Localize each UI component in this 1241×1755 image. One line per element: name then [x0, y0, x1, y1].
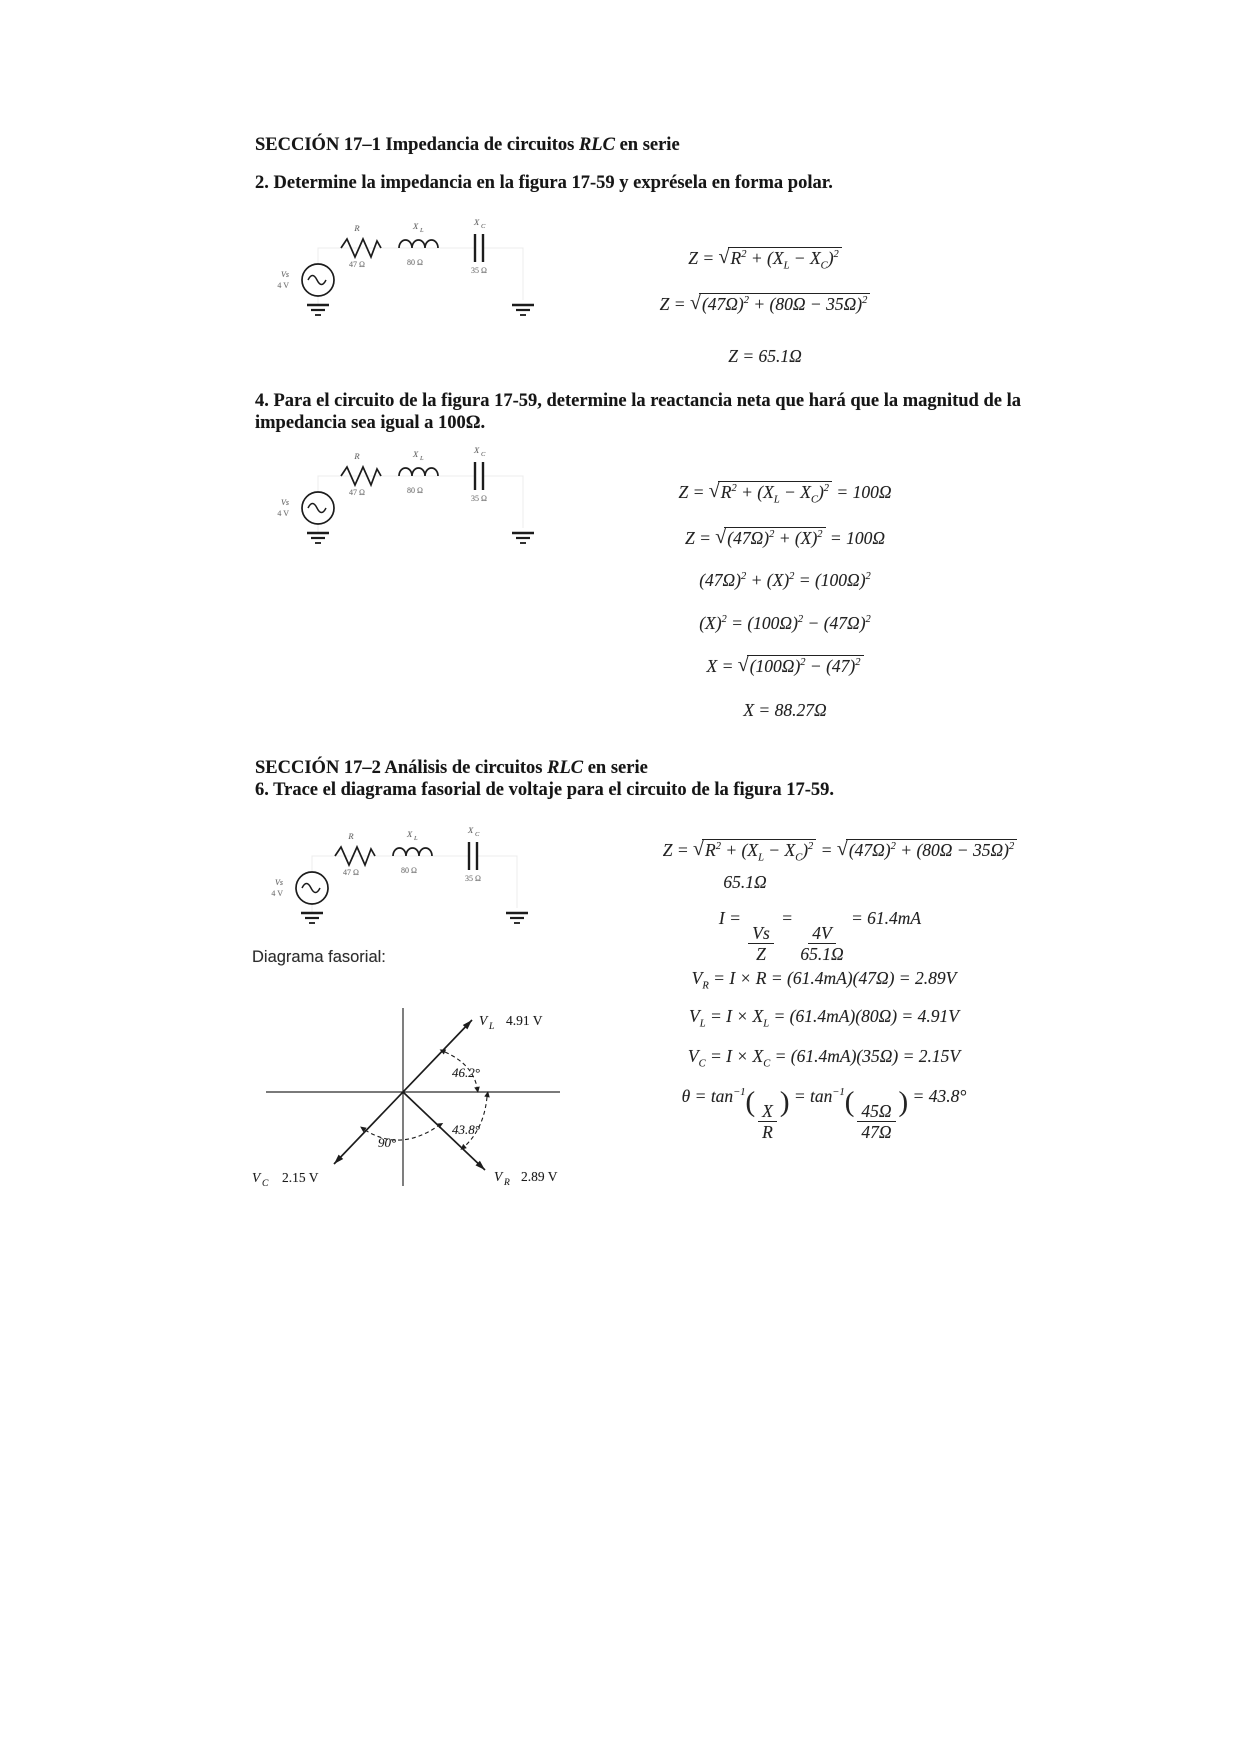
- capacitor-icon: [469, 842, 477, 870]
- inductor-label: X: [413, 221, 419, 231]
- vc-value: 2.15 V: [282, 1170, 319, 1185]
- resistor-label: R: [348, 831, 354, 841]
- equation-x-sqrt: $X = √(100\Omega)^2 - (47)^2$: [615, 654, 955, 679]
- angle-46-label: 46.2°: [452, 1065, 480, 1080]
- ground-icon: [307, 305, 329, 315]
- problem-4-statement: 4. Para el circuito de la figura 17-59, determine la reactancia neta que hará que la magnitud de la impedancia sea igual a 100Ω.: [255, 391, 1021, 433]
- resistor-label: R: [354, 223, 360, 233]
- equation-z-values: $Z = √(47\Omega)^2 + (80\Omega - 35\Omega)^2$: [600, 292, 930, 317]
- ground-icon: [301, 913, 323, 923]
- equation-theta: $\theta = \tan^{-1}$( $\frac{X}{R}$ ) = $\tan^{-1}$( $\frac{45\Omega}{47\Omega}$ ) = 43.8°: [681, 1085, 967, 1142]
- vl-label: V: [479, 1013, 488, 1028]
- ground-icon: [512, 533, 534, 543]
- inductor-value: 80 Ω: [407, 258, 423, 267]
- vr-label-sub: R: [504, 1178, 510, 1188]
- capacitor-value: 35 Ω: [465, 874, 481, 883]
- inductor-label-sub: L: [420, 455, 424, 462]
- angle-43-label: 43.8°: [452, 1122, 480, 1137]
- equation-z-result: Z = 65.1Ω: [728, 346, 802, 366]
- phasor-caption: Diagrama fasorial:: [252, 948, 386, 966]
- angle-90-label: 90°: [378, 1135, 397, 1150]
- wire: [318, 476, 523, 532]
- resistor-label: R: [354, 451, 360, 461]
- equation-z-result-2: 65.1Ω: [723, 872, 767, 892]
- equation-vl: $V_L = I \times X_L = (61.4mA)(80\Omega) = 4.91V$: [689, 1006, 959, 1030]
- source-label: Vs: [275, 878, 283, 887]
- sine-wave-icon: [302, 884, 320, 893]
- phasor-diagram: [240, 1000, 590, 1195]
- inductor-icon: [399, 468, 438, 476]
- sine-wave-icon: [308, 504, 326, 513]
- equation-x-result: X = 88.27Ω: [743, 700, 827, 720]
- source-value: 4 V: [271, 889, 283, 898]
- source-label: Vs: [281, 498, 289, 507]
- ac-source-icon: [302, 492, 334, 524]
- angle-arc-90: [365, 1126, 438, 1140]
- vc-label: V: [252, 1170, 261, 1185]
- capacitor-label: X: [474, 445, 480, 455]
- problem-2-statement: 2. Determine la impedancia en la figura 17-59 y exprésela en forma polar.: [255, 173, 833, 193]
- capacitor-icon: [475, 234, 483, 262]
- equation-z-100-values: $Z = √(47\Omega)^2 + (X)^2 = 100\Omega$: [685, 526, 885, 548]
- ac-source-icon: [302, 264, 334, 296]
- vr-label: V: [494, 1169, 503, 1184]
- capacitor-label-sub: C: [481, 223, 486, 230]
- capacitor-label: X: [474, 217, 480, 227]
- resistor-value: 47 Ω: [349, 260, 365, 269]
- source-value: 4 V: [277, 509, 289, 518]
- inductor-icon: [399, 240, 438, 248]
- circuit-figure-2: [253, 438, 553, 560]
- ac-source-icon: [296, 872, 328, 904]
- capacitor-label-sub: C: [481, 451, 486, 458]
- ground-icon: [506, 913, 528, 923]
- wire: [312, 856, 517, 912]
- inductor-icon: [393, 848, 432, 856]
- capacitor-label: X: [468, 825, 474, 835]
- inductor-value: 80 Ω: [401, 866, 417, 875]
- capacitor-value: 35 Ω: [471, 494, 487, 503]
- equation-vr: $V_R = I \times R = (61.4mA)(47\Omega) = 2.89V$: [691, 968, 957, 992]
- equation-z-general: $Z = √R^2 + (X_L - X_C)^2$: [600, 246, 930, 272]
- inductor-label-sub: L: [414, 835, 418, 842]
- equation-z-100-general: $Z = √R^2 + (X_L - X_C)^2 = 100\Omega$: [678, 480, 892, 506]
- circuit-figure-1: [253, 210, 553, 332]
- inductor-label: X: [407, 829, 413, 839]
- vl-label-sub: L: [489, 1022, 495, 1032]
- sine-wave-icon: [308, 276, 326, 285]
- resistor-value: 47 Ω: [343, 868, 359, 877]
- equation-z-combined: $Z = √R^2 + (X_L - X_C)^2 = √(47\Omega)^2 + (80\Omega - 35\Omega)^2$: [590, 838, 1090, 864]
- equation-vc: $V_C = I \times X_C = (61.4mA)(35\Omega) = 2.15V$: [687, 1046, 961, 1070]
- ground-icon: [307, 533, 329, 543]
- inductor-label-sub: L: [420, 227, 424, 234]
- ground-icon: [512, 305, 534, 315]
- source-value: 4 V: [277, 281, 289, 290]
- capacitor-icon: [475, 462, 483, 490]
- wire: [318, 248, 523, 304]
- circuit-figure-3: [247, 818, 547, 940]
- section-17-1-title: SECCIÓN 17–1 Impedancia de circuitos RLC en serie: [255, 135, 680, 155]
- inductor-label: X: [413, 449, 419, 459]
- resistor-value: 47 Ω: [349, 488, 365, 497]
- inductor-value: 80 Ω: [407, 486, 423, 495]
- vr-value: 2.89 V: [521, 1169, 558, 1184]
- section-17-2-title: SECCIÓN 17–2 Análisis de circuitos RLC en serie: [255, 758, 648, 778]
- vl-value: 4.91 V: [506, 1013, 543, 1028]
- capacitor-value: 35 Ω: [471, 266, 487, 275]
- equation-squares: $(47\Omega)^2 + (X)^2 = (100\Omega)^2$: [699, 570, 871, 590]
- problem-6-statement: 6. Trace el diagrama fasorial de voltaje para el circuito de la figura 17-59.: [255, 780, 835, 800]
- capacitor-label-sub: C: [475, 831, 480, 838]
- vc-label-sub: C: [262, 1179, 269, 1189]
- source-label: Vs: [281, 270, 289, 279]
- equation-x-squared: $(X)^2 = (100\Omega)^2 - (47\Omega)^2$: [699, 613, 871, 633]
- equation-current: I = $\frac{Vs}{Z}$ = $\frac{4V}{65.1\Omega}$ = 61.4mA: [718, 908, 922, 964]
